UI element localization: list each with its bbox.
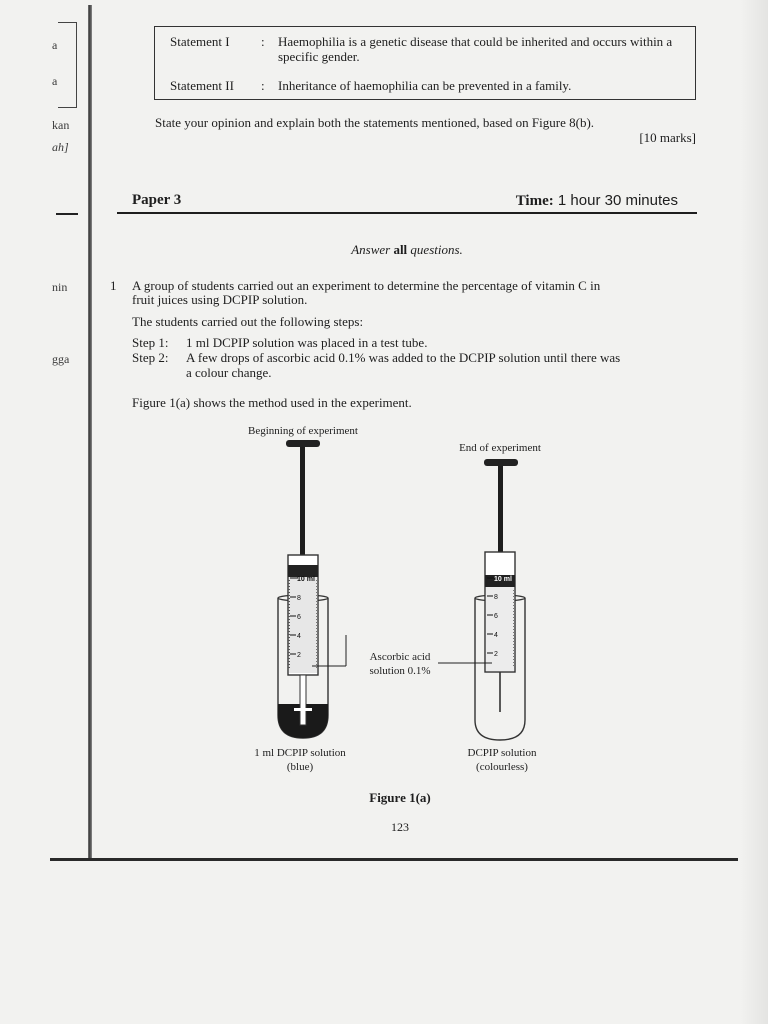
scale-mark: 6 [297, 614, 301, 621]
statement-2-colon: : [261, 78, 265, 93]
page-edge-shadow [740, 0, 768, 1024]
label-acid-line1: Ascorbic acid [369, 651, 431, 663]
question-intro-line2: fruit juices using DCPIP solution. [132, 292, 308, 307]
page-number: 123 [391, 820, 409, 834]
instruction-post: questions. [410, 242, 463, 257]
margin-dash [56, 213, 78, 215]
scale-mark: 10 ml [297, 576, 315, 583]
margin-fragment: a [52, 38, 58, 52]
ascorbic-acid-in-syringe [486, 587, 514, 671]
label-left-line1: 1 ml DCPIP solution [254, 747, 346, 759]
book-gutter [88, 5, 92, 860]
marks: [10 marks] [639, 130, 696, 145]
needle-tip [294, 708, 312, 711]
opinion-prompt: State your opinion and explain both the statements mentioned, based on Figure 8(b). [155, 115, 595, 130]
step-2-line1: A few drops of ascorbic acid 0.1% was added to the DCPIP solution until there was [186, 350, 621, 365]
header-rule [117, 212, 697, 214]
scale-mark: 6 [494, 613, 498, 620]
statement-1-colon: : [261, 34, 265, 49]
ascorbic-acid-in-syringe [289, 577, 317, 673]
scale-mark: 8 [297, 595, 301, 602]
syringe-plunger-rod [300, 447, 305, 565]
scale-mark: 2 [297, 652, 301, 659]
syringe-plunger-cap [484, 459, 518, 466]
beginning-apparatus [278, 440, 328, 738]
statement-2-text: Inheritance of haemophilia can be prevented in a family. [278, 78, 572, 93]
end-apparatus [475, 459, 525, 740]
question-number: 1 [110, 278, 117, 293]
margin-fragment: a [52, 74, 58, 88]
margin-fragment: nin [52, 280, 68, 294]
step-2-label: Step 2: [132, 350, 169, 365]
scale-mark: 10 ml [494, 576, 512, 583]
label-beginning: Beginning of experiment [248, 425, 358, 437]
instruction-bold: all [393, 242, 408, 257]
scale-mark: 4 [494, 632, 498, 639]
margin-fragment: kan [52, 118, 70, 132]
page-bottom-edge [50, 858, 738, 861]
experiment-diagram [260, 430, 540, 750]
instruction [117, 242, 697, 257]
margin-fragment: gga [52, 352, 70, 366]
statement-box [154, 26, 696, 100]
step-1-label: Step 1: [132, 335, 169, 350]
label-right-line2: (colourless) [476, 761, 528, 773]
label-end: End of experiment [459, 442, 541, 454]
label-acid-line2: solution 0.1% [369, 665, 431, 677]
time-allowed [516, 192, 678, 210]
step-2-line2: a colour change. [186, 365, 272, 380]
scale-mark: 4 [297, 633, 301, 640]
statement-1-text: Haemophilia is a genetic disease that could be inherited and occurs within a specific gender. [278, 34, 673, 64]
step-1-text: 1 ml DCPIP solution was placed in a test tube. [186, 335, 428, 350]
statement-1-label: Statement I [170, 34, 230, 49]
syringe-plunger-cap [286, 440, 320, 447]
steps-intro: The students carried out the following steps: [132, 314, 364, 329]
scale-mark: 2 [494, 651, 498, 658]
scale-mark: 8 [494, 594, 498, 601]
margin-bracket [58, 22, 77, 108]
figure-reference: Figure 1(a) shows the method used in the experiment. [132, 395, 412, 410]
time-label: Time: [515, 193, 554, 209]
figure-caption: Figure 1(a) [369, 790, 431, 805]
instruction-pre: Answer [351, 242, 391, 257]
label-right-line1: DCPIP solution [467, 747, 537, 759]
paper-title: Paper 3 [132, 192, 182, 208]
syringe-needle [300, 675, 306, 725]
margin-fragment: ah] [52, 140, 69, 154]
statement-2-label: Statement II [170, 78, 234, 93]
time-value: 1 hour 30 minutes [557, 192, 678, 209]
label-left-line2: (blue) [286, 761, 314, 773]
question-intro-line1: A group of students carried out an experiment to determine the percentage of vitamin C in [132, 278, 601, 293]
